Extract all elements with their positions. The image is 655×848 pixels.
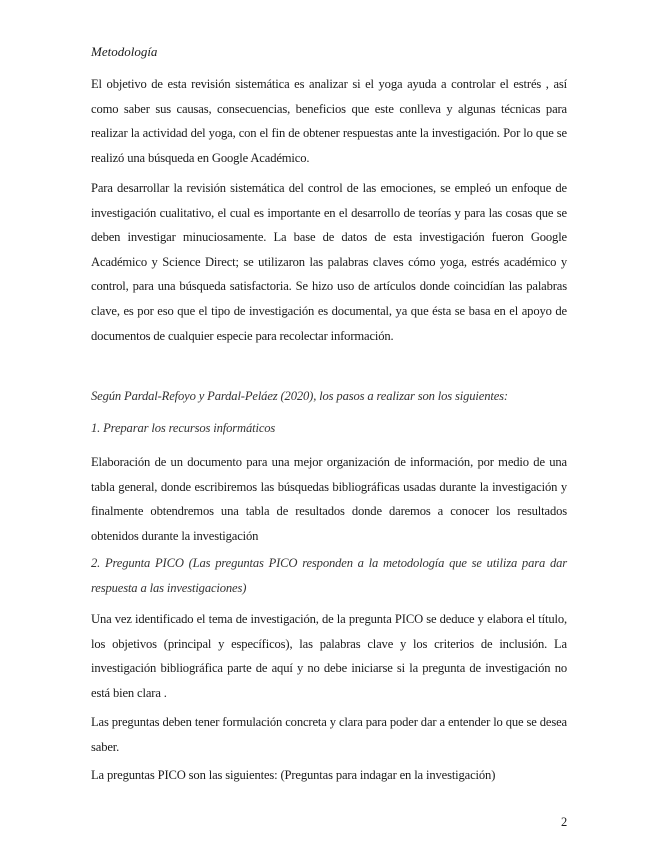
paragraph-objective: El objetivo de esta revisión sistemática es analizar si el yoga ayuda a controlar el estrés , así como saber sus causas, consecuencias, beneficios que este conlleva y algunas técnicas para realizar la actividad del yoga, con el fin de obtener respuestas ante la investigación. Por lo que se realizó una búsqueda en Google Académico. <box>91 77 567 165</box>
step-1-heading: 1. Preparar los recursos informáticos <box>91 421 276 435</box>
paragraph-step-2: Una vez identificado el tema de investigación, de la pregunta PICO se deduce y elabora el título, los objetivos (principal y específicos), las palabras clave y los criterios de inclusión. La investigación bibliográfica parte de aquí y no debe iniciarse si la pregunta de investigación no está bien clara . <box>91 612 567 700</box>
page-number: 2 <box>561 815 568 829</box>
step-2-heading: 2. Pregunta PICO (Las preguntas PICO responden a la metodología que se utiliza para dar respuesta a las investigaciones) <box>91 556 567 595</box>
paragraph-pico-list-intro: La preguntas PICO son las siguientes: (Preguntas para indagar en la investigación) <box>91 768 496 782</box>
paragraph-approach: Para desarrollar la revisión sistemática del control de las emociones, se empleó un enfoque de investigación cualitativo, el cual es importante en el desarrollo de teorías y para las cosas que se deben investigar minuciosamente. La base de datos de esta investigación fueron Google Académico y Science Direct; se utilizaron las palabras claves cómo yoga, estrés académico y control, para una búsqueda satisfactoria. Se hizo uso de artículos donde coincidían las palabras clave, es por eso que el tipo de investigación es documental, ya que ésta se basa en el apoyo de documentos de cualquier especie para recolectar información. <box>91 181 567 343</box>
paragraph-questions: Las preguntas deben tener formulación concreta y clara para poder dar a entender lo que se desea saber. <box>91 715 567 754</box>
section-heading: Metodología <box>91 44 158 59</box>
paragraph-step-1: Elaboración de un documento para una mejor organización de información, por medio de una tabla general, donde escribiremos las búsquedas bibliográficas usadas durante la investigación y finalmente obtendremos una tabla de resultados donde daremos a conocer los resultados obtenidos durante la investigación <box>91 455 567 543</box>
paragraph-steps-intro: Según Pardal-Refoyo y Pardal-Peláez (2020), los pasos a realizar son los siguientes: <box>91 389 508 403</box>
